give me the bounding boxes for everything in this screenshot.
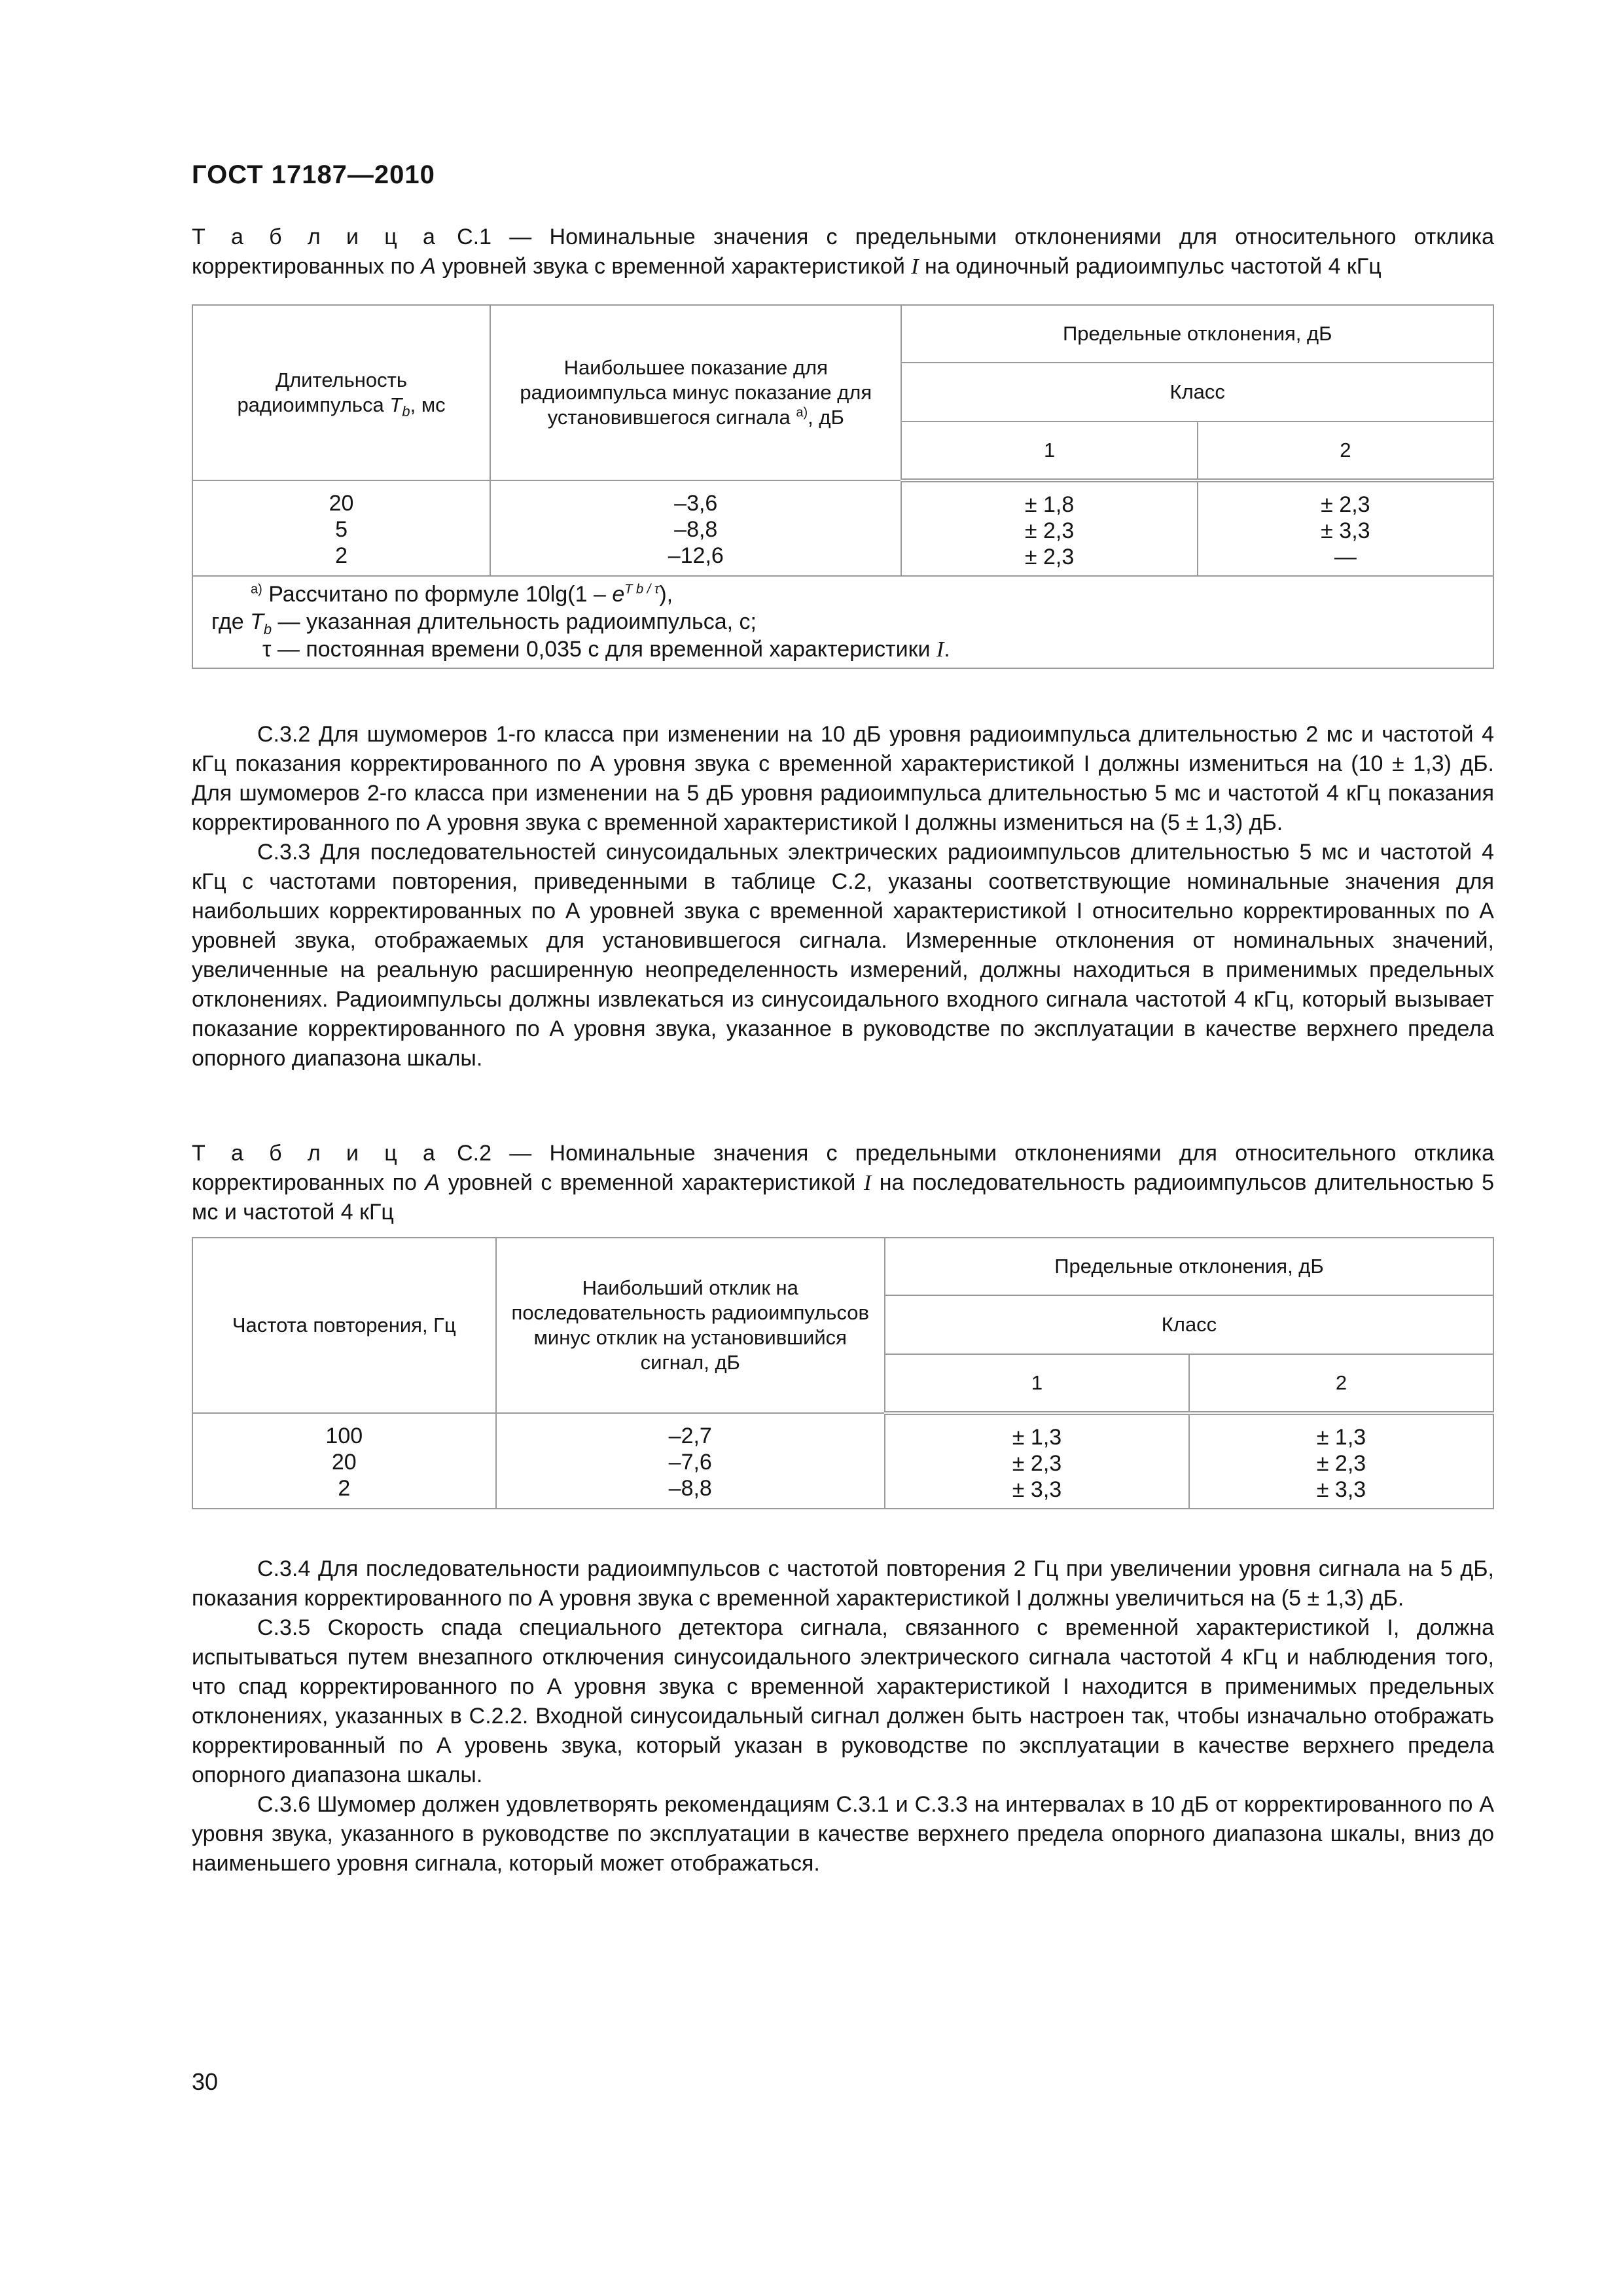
table1-note-formula: Рассчитано по формуле 10lg(1 – bbox=[262, 582, 613, 607]
table2-cell: –2,7 bbox=[668, 1424, 712, 1448]
table2-cell: ± 1,3 bbox=[1012, 1425, 1062, 1450]
table2-cell: ± 2,3 bbox=[1316, 1451, 1366, 1476]
table1-cell: 2 bbox=[335, 543, 348, 568]
table1-note-line3 bbox=[211, 636, 1493, 664]
table1-note-tsub: b bbox=[263, 620, 272, 637]
table2-class1-values bbox=[885, 1413, 1189, 1509]
table1-cell: 5 bbox=[335, 517, 348, 542]
table2-caption-part1: — Номинальные значения с предельными отклонениями для относительного отклика корректированных по bbox=[192, 1141, 1495, 1195]
table1-class1-header: 1 bbox=[901, 422, 1197, 480]
table1-col1-header bbox=[192, 305, 490, 480]
table2-caption-part3: на последовательность радиоимпульсов длительностью 5 мс и частотой 4 кГц bbox=[192, 1170, 1494, 1225]
table1-caption-a: А bbox=[421, 254, 437, 279]
table1-readings bbox=[490, 480, 901, 576]
table2-group-header: Предельные отклонения, дБ bbox=[885, 1238, 1493, 1295]
table2-responses bbox=[496, 1413, 885, 1509]
table1-col2-header bbox=[490, 305, 901, 480]
table1-col2-tail: , дБ bbox=[808, 406, 844, 429]
table1-note-e: e bbox=[612, 582, 625, 607]
table1-cell: –8,8 bbox=[674, 517, 718, 542]
table1-caption-prefix: Т а б л и ц а bbox=[192, 224, 439, 249]
paragraph-c33: С.3.3 Для последовательностей синусоидальных электрических радиоимпульсов длительностью 5 мс и частотой 4 кГц с частотами повторения, приведенными в таблице С.2, указаны соответствующие номинальные значения для наибольших корректированных по А уровней звука с временной характеристикой I относительно корректированных по А уровней звука, отображаемых для установившегося сигнала. Измеренные отклонения от номинальных значений, увеличенные на реальную расширенную неопределенность измерений, должны находиться в применимых предельных отклонениях. Радиоимпульсы должны извлекаться из синусоидального входного сигнала частотой 4 кГц, который вызывает показание корректированного по А уровня звука, указанное в руководстве по эксплуатации в качестве верхнего предела опорного диапазона шкалы. bbox=[192, 840, 1494, 1071]
table1-note-line2 bbox=[211, 608, 1493, 636]
table1-col2-sup: a) bbox=[796, 405, 808, 420]
table1-group-header: Предельные отклонения, дБ bbox=[901, 305, 1493, 363]
table1-col1-t: T bbox=[389, 393, 402, 416]
table1-caption bbox=[192, 223, 1494, 281]
table2-caption-a: А bbox=[425, 1170, 440, 1195]
table2-class2-header: 2 bbox=[1189, 1354, 1493, 1413]
paragraph-c35: С.3.5 Скорость спада специального детектора сигнала, связанного с временной характеристикой I, должна испытываться путем внезапного отключения синусоидального электрического сигнала частотой 4 кГц и наблюдения того, что спад корректированного по А уровня звука с временной характеристикой I находится в применимых предельных отклонениях, указанных в С.2.2. Входной синусоидальный сигнал должен быть настроен так, чтобы изначально отображать корректированный по А уровень звука, который указан в руководстве по эксплуатации в качестве верхнего предела опорного диапазона шкалы. bbox=[192, 1615, 1494, 1787]
table2-class2-values bbox=[1189, 1413, 1493, 1509]
table1-col1-sub: b bbox=[402, 403, 410, 420]
document-header: ГОСТ 17187—2010 bbox=[192, 160, 435, 189]
table2-caption-part2: уровней с временной характеристикой bbox=[440, 1170, 864, 1195]
table1-note-i: I bbox=[936, 637, 944, 662]
table1-caption-i: I bbox=[911, 255, 919, 279]
table1-cell: ± 3,3 bbox=[1321, 518, 1370, 543]
table1-note bbox=[192, 576, 1493, 668]
paragraph-c36: С.3.6 Шумомер должен удовлетворять рекомендациям С.3.1 и С.3.3 на интервалах в 10 дБ от корректированного по А уровня звука, указанного в руководстве по эксплуатации в качестве верхнего предела опорного диапазона шкалы, вниз до наименьшего уровня сигнала, который может отображаться. bbox=[192, 1792, 1494, 1876]
table1-note-sup: a) bbox=[251, 582, 262, 597]
table1-cell: ± 2,3 bbox=[1024, 518, 1075, 543]
table1-class2-header: 2 bbox=[1198, 422, 1493, 480]
table1-col2-text: Наибольшее показание для радиоимпульса минус показание для установившегося сигнала bbox=[520, 356, 872, 429]
table1-caption-part3: на одиночный радиоимпульс частотой 4 кГц bbox=[918, 254, 1382, 279]
table1-class2-values bbox=[1198, 480, 1493, 576]
table2-cell: ± 1,3 bbox=[1316, 1425, 1366, 1450]
table2-cell: ± 3,3 bbox=[1316, 1477, 1366, 1502]
table2-cell: 100 bbox=[325, 1424, 363, 1448]
table1-note-close: ), bbox=[659, 582, 673, 607]
body-text-1 bbox=[192, 720, 1494, 1073]
table1-col1-line2a: радиоимпульса bbox=[237, 393, 390, 416]
table1-caption-number: С.1 bbox=[438, 224, 492, 249]
table1-note-tdesc: — указанная длительность радиоимпульса, с; bbox=[272, 609, 757, 634]
paragraph-c34: С.3.4 Для последовательности радиоимпульсов с частотой повторения 2 Гц при увеличении уровня сигнала на 5 дБ, показания корректированного по А уровня звука с временной характеристикой I должны увеличиться на (5 ± 1,3) дБ. bbox=[192, 1556, 1494, 1611]
table2-caption-number: С.2 bbox=[438, 1141, 492, 1166]
paragraph-c32: С.3.2 Для шумомеров 1-го класса при изменении на 10 дБ уровня радиоимпульса длительностью 2 мс и частотой 4 кГц показания корректированного по А уровня звука с временной характеристикой I должны измениться на (10 ± 1,3) дБ. Для шумомеров 2-го класса при изменении на 5 дБ уровня радиоимпульса длительностью 5 мс и частотой 4 кГц показания корректированного по А уровня звука с временной характеристикой I должны измениться на (5 ± 1,3) дБ. bbox=[192, 722, 1494, 835]
table1-cell: –3,6 bbox=[674, 491, 718, 516]
table1-note-dot: . bbox=[944, 637, 950, 662]
table1-class1-values bbox=[901, 480, 1197, 576]
table1-note-tau: τ — постоянная времени 0,035 с для временной характеристики bbox=[262, 637, 936, 662]
table2-caption-prefix: Т а б л и ц а bbox=[192, 1141, 439, 1166]
table1-cell: — bbox=[1334, 545, 1357, 569]
table1-class-header: Класс bbox=[901, 363, 1493, 422]
body-text-2 bbox=[192, 1554, 1494, 1878]
table2-class-header: Класс bbox=[885, 1295, 1493, 1354]
table2-caption-i: I bbox=[863, 1171, 872, 1195]
table1-caption-part2: уровней звука с временной характеристикой bbox=[436, 254, 912, 279]
table2-col1-header: Частота повторения, Гц bbox=[192, 1238, 496, 1413]
table1-col1-line1: Длительность bbox=[276, 368, 407, 391]
table2-col2-header: Наибольший отклик на последовательность радиоимпульсов минус отклик на установившийся сигнал, дБ bbox=[496, 1238, 885, 1413]
table2-cell: –8,8 bbox=[668, 1476, 712, 1501]
table1-cell: ± 2,3 bbox=[1321, 492, 1370, 517]
table1-cell: ± 1,8 bbox=[1024, 492, 1075, 517]
table1-cell: 20 bbox=[329, 491, 354, 516]
table2-frequencies bbox=[192, 1413, 496, 1509]
table1-cell: ± 2,3 bbox=[1024, 545, 1075, 569]
table2-class1-header: 1 bbox=[885, 1354, 1189, 1413]
table1 bbox=[192, 304, 1494, 669]
table1-caption-part1: — Номинальные значения с предельными отклонениями для относительного отклика корректированных по bbox=[192, 224, 1495, 279]
table2 bbox=[192, 1237, 1494, 1509]
table1-note-where: где bbox=[211, 609, 251, 634]
table1-col1-line2b: , мс bbox=[410, 393, 446, 416]
page-number: 30 bbox=[192, 2068, 219, 2095]
table1-note-line1 bbox=[211, 581, 1493, 608]
table2-cell: 20 bbox=[331, 1450, 357, 1475]
table2-caption bbox=[192, 1139, 1494, 1227]
table2-cell: 2 bbox=[338, 1476, 351, 1501]
table1-note-exp: T b / τ bbox=[624, 582, 660, 597]
table2-cell: ± 3,3 bbox=[1012, 1477, 1062, 1502]
table1-durations bbox=[192, 480, 490, 576]
table2-cell: ± 2,3 bbox=[1012, 1451, 1062, 1476]
table1-note-t: T bbox=[250, 609, 264, 634]
table1-cell: –12,6 bbox=[668, 543, 724, 568]
table2-cell: –7,6 bbox=[668, 1450, 712, 1475]
